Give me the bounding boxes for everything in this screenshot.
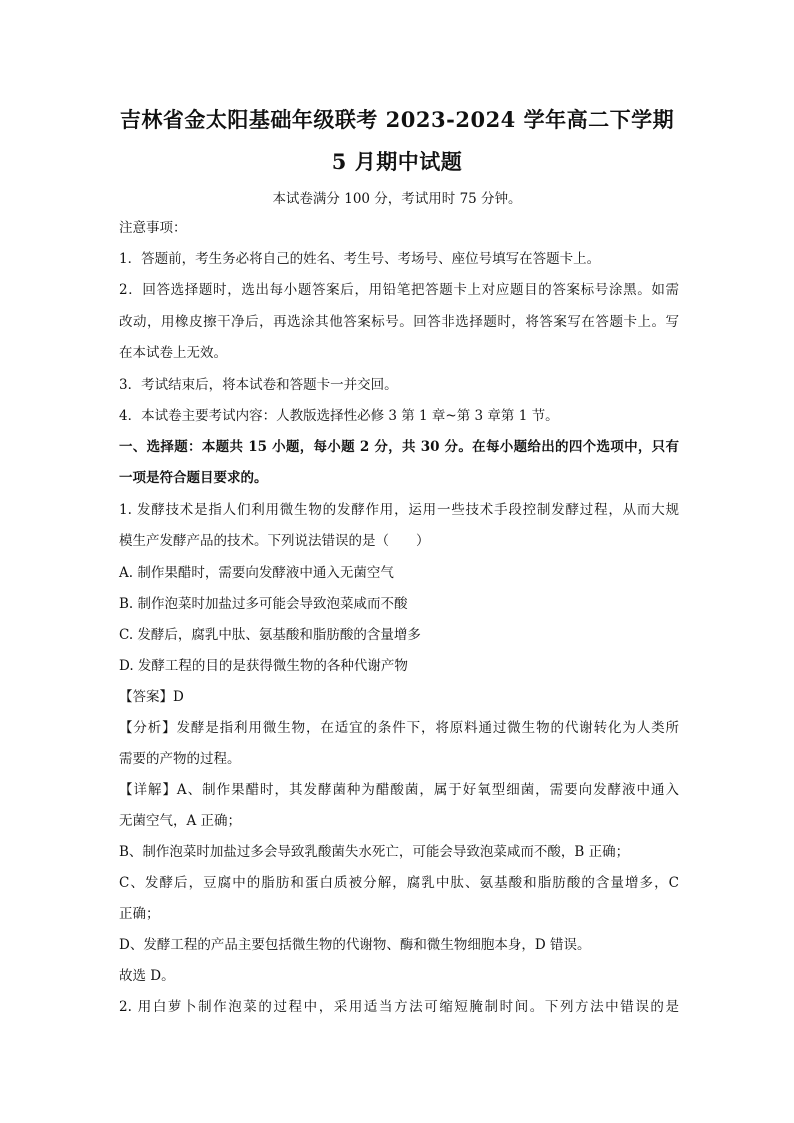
note-item: 1．答题前，考生务必将自己的姓名、考生号、考场号、座位号填写在答题卡上。 <box>119 251 601 267</box>
note-item: 4．本试卷主要考试内容：人教版选择性必修 3 第 1 章~第 3 章第 1 节。 <box>119 408 559 424</box>
detail: B、制作泡菜时加盐过多会导致乳酸菌失水死亡，可能会导致泡菜咸而不酸，B 正确； <box>119 844 630 860</box>
question-stem: 1. 发酵技术是指人们利用微生物的发酵作用，运用一些技术手段控制发酵过程，从而大规 <box>119 502 679 518</box>
detail: C、发酵后，豆腐中的脂肪和蛋白质被分解，腐乳中肽、氨基酸和脂肪酸的含量增多，C <box>119 875 679 891</box>
notes-header: 注意事项： <box>119 220 187 236</box>
conclusion: 故选 D。 <box>119 968 175 984</box>
analysis: 【分析】发酵是指利用微生物，在适宜的条件下，将原料通过微生物的代谢转化为人类所 <box>119 720 679 736</box>
note-item: 2．回答选择题时，选出每小题答案后，用铅笔把答题卡上对应题目的答案标号涂黑。如需 <box>119 282 679 298</box>
question-stem: 模生产发酵产品的技术。下列说法错误的是（ ） <box>119 533 430 549</box>
exam-info: 本试卷满分 100 分，考试用时 75 分钟。 <box>272 191 522 207</box>
detail: 【详解】A、制作果醋时，其发酵菌种为醋酸菌，属于好氧型细菌，需要向发酵液中通入 <box>119 782 679 798</box>
note-item: 改动，用橡皮擦干净后，再选涂其他答案标号。回答非选择题时，将答案写在答题卡上。写 <box>119 314 679 330</box>
answer: 【答案】D <box>119 689 184 705</box>
option-b: B. 制作泡菜时加盐过多可能会导致泡菜咸而不酸 <box>119 596 408 612</box>
detail: 无菌空气，A 正确； <box>119 813 242 829</box>
section-heading-line2: 一项是符合题目要求的。 <box>119 470 268 486</box>
question-stem: 2. 用白萝卜制作泡菜的过程中，采用适当方法可缩短腌制时间。下列方法中错误的是 <box>119 999 679 1015</box>
page-title: 吉林省金太阳基础年级联考 2023-2024 学年高二下学期 <box>119 107 675 132</box>
page-title-line2: 5 月期中试题 <box>331 149 463 174</box>
note-item: 在本试卷上无效。 <box>119 345 227 361</box>
detail: 正确； <box>119 906 160 922</box>
option-c: C. 发酵后，腐乳中肽、氨基酸和脂肪酸的含量增多 <box>119 627 421 643</box>
option-d: D. 发酵工程的目的是获得微生物的各种代谢产物 <box>119 658 408 674</box>
detail: D、发酵工程的产品主要包括微生物的代谢物、酶和微生物细胞本身，D 错误。 <box>119 937 591 953</box>
note-item: 3．考试结束后，将本试卷和答题卡一并交回。 <box>119 377 398 393</box>
analysis: 需要的产物的过程。 <box>119 751 241 767</box>
section-heading: 一、选择题：本题共 15 小题，每小题 2 分，共 30 分。在每小题给出的四个选项中，只有 <box>119 439 679 455</box>
option-a: A. 制作果醋时，需要向发酵液中通入无菌空气 <box>119 565 394 581</box>
